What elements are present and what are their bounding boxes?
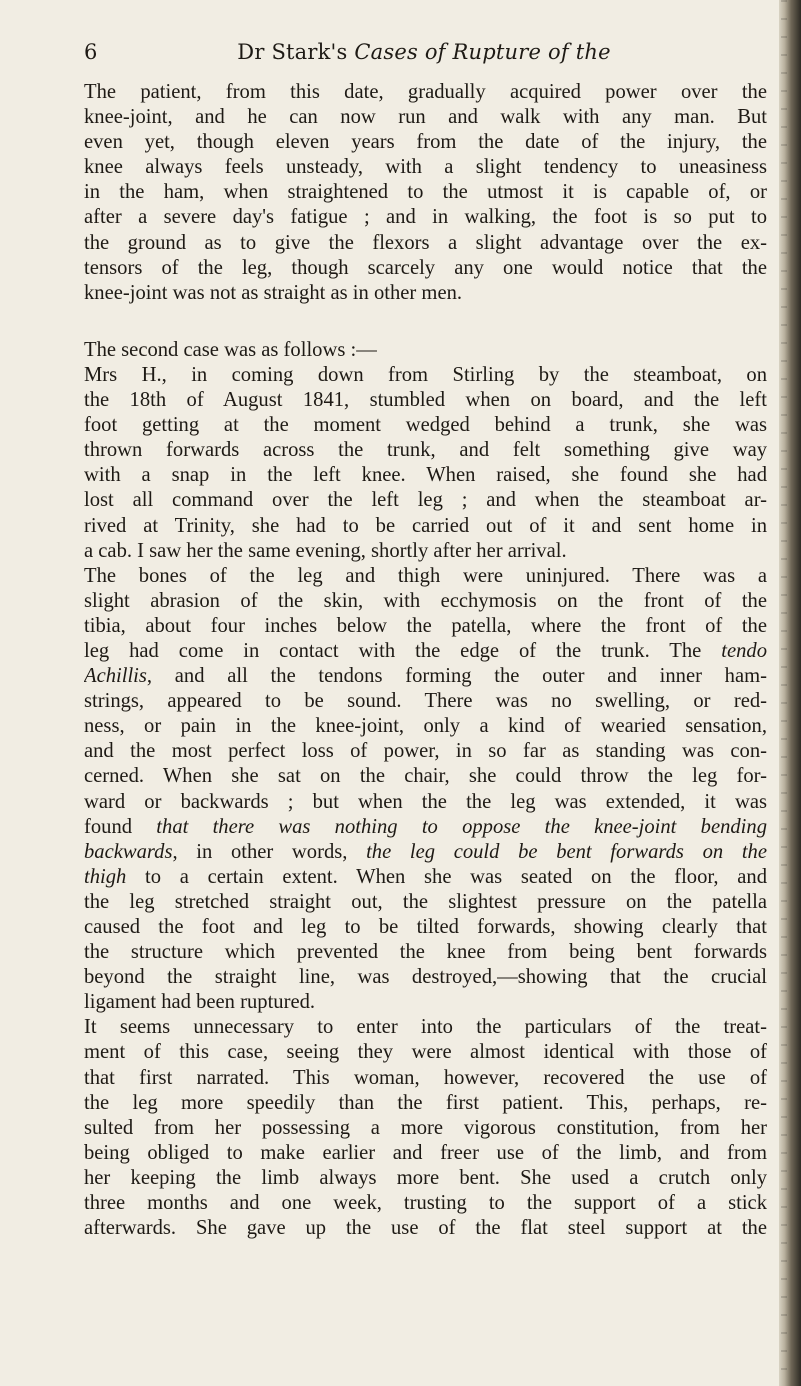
text-line: The bones of the leg and thigh were uninjured. There was a bbox=[84, 564, 767, 587]
text-line: knee-joint was not as straight as in other men. bbox=[84, 281, 463, 304]
text-line: the leg more speedily than the first patient. This, perhaps, re- bbox=[84, 1091, 767, 1114]
italic-run: the leg could be bent forwards on the bbox=[366, 840, 767, 863]
text-run: found bbox=[84, 815, 157, 838]
text-run: , and all the tendons forming the outer and inner ham- bbox=[146, 665, 767, 688]
text-line: knee always feels unsteady, with a slight tendency to uneasiness bbox=[84, 156, 767, 179]
italic-run: backwards bbox=[84, 840, 173, 863]
text-line: strings, appeared to be sound. There was no swelling, or red- bbox=[84, 690, 767, 713]
text-line: that first narrated. This woman, however, recovered the use of bbox=[84, 1066, 767, 1089]
paragraph bbox=[84, 564, 767, 1016]
body-text bbox=[84, 80, 767, 1241]
book-binding-edge bbox=[779, 0, 801, 1386]
text-line: Mrs H., in coming down from Stirling by the steamboat, on bbox=[84, 363, 767, 386]
paragraph bbox=[84, 338, 767, 564]
text-line: the 18th of August 1841, stumbled when on board, and the left bbox=[84, 389, 767, 412]
text-line bbox=[84, 815, 767, 840]
page-header bbox=[84, 38, 764, 74]
italic-run: Achillis bbox=[84, 665, 147, 688]
running-head-title: Cases of Rupture of the bbox=[354, 40, 611, 64]
text-line: being obliged to make earlier and freer use of the limb, and from bbox=[84, 1141, 767, 1164]
text-line: a cab. I saw her the same evening, shortly after her arrival. bbox=[84, 539, 567, 562]
text-line: ward or backwards ; but when the the leg was extended, it was bbox=[84, 790, 767, 813]
text-line: cerned. When she sat on the chair, she could throw the leg for- bbox=[84, 765, 767, 788]
text-line: the structure which prevented the knee from being bent forwards bbox=[84, 941, 767, 964]
text-line: It seems unnecessary to enter into the particulars of the treat- bbox=[84, 1016, 767, 1039]
text-line: tensors of the leg, though scarcely any one would notice that the bbox=[84, 256, 767, 279]
text-line: ness, or pain in the knee-joint, only a kind of wearied sensation, bbox=[84, 715, 767, 738]
text-line: even yet, though eleven years from the date of the injury, the bbox=[84, 131, 767, 154]
text-run: leg had come in contact with the edge of the trunk. The bbox=[84, 639, 722, 662]
text-line bbox=[84, 840, 767, 865]
text-line: The second case was as follows :— bbox=[84, 338, 377, 361]
page-number: 6 bbox=[84, 40, 98, 64]
italic-run: thigh bbox=[84, 865, 127, 888]
text-line: tibia, about four inches below the patella, where the front of the bbox=[84, 614, 767, 637]
text-line: The patient, from this date, gradually acquired power over the bbox=[84, 81, 767, 103]
text-line: caused the foot and leg to be tilted forwards, showing clearly that bbox=[84, 916, 767, 938]
text-line: ment of this case, seeing they were almost identical with those of bbox=[84, 1041, 767, 1064]
text-line: after a severe day's fatigue ; and in walking, the foot is so put to bbox=[84, 206, 767, 229]
text-line: foot getting at the moment wedged behind a trunk, she was bbox=[84, 414, 767, 437]
text-line: rived at Trinity, she had to be carried out of it and sent home in bbox=[84, 514, 767, 537]
italic-run: tendo bbox=[721, 639, 767, 662]
text-line: beyond the straight line, was destroyed,—showing that the crucial bbox=[84, 966, 767, 989]
text-line: in the ham, when straightened to the utmost it is capable of, or bbox=[84, 181, 767, 204]
text-line: ligament had been ruptured. bbox=[84, 991, 316, 1014]
text-line: with a snap in the left knee. When raised, she found she had bbox=[84, 464, 767, 487]
text-line: thrown forwards across the trunk, and felt something give way bbox=[84, 439, 767, 462]
text-run: , in other words, bbox=[172, 840, 367, 863]
text-line: three months and one week, trusting to the support of a stick bbox=[84, 1192, 767, 1215]
text-line: the ground as to give the flexors a slight advantage over the ex- bbox=[84, 231, 767, 254]
text-line bbox=[84, 664, 767, 689]
text-line bbox=[84, 639, 767, 664]
text-line: slight abrasion of the skin, with ecchymosis on the front of the bbox=[84, 589, 767, 612]
text-line: knee-joint, and he can now run and walk with any man. But bbox=[84, 106, 767, 129]
running-head bbox=[84, 40, 764, 64]
running-head-author: Dr Stark's bbox=[237, 40, 355, 64]
text-run: to a certain extent. When she was seated on the floor, and bbox=[126, 865, 767, 888]
paragraph bbox=[84, 80, 767, 306]
text-line: lost all command over the left leg ; and when the steamboat ar- bbox=[84, 489, 767, 512]
text-line bbox=[84, 865, 767, 890]
text-line: afterwards. She gave up the use of the flat steel support at the bbox=[84, 1217, 767, 1240]
text-line: her keeping the limb always more bent. She used a crutch only bbox=[84, 1166, 767, 1189]
paragraph bbox=[84, 1015, 767, 1241]
italic-run: that there was nothing to oppose the knee-joint bending bbox=[156, 815, 767, 838]
text-line: and the most perfect loss of power, in so far as standing was con- bbox=[84, 740, 767, 763]
text-line: the leg stretched straight out, the slightest pressure on the patella bbox=[84, 890, 767, 913]
text-line: sulted from her possessing a more vigorous constitution, from her bbox=[84, 1116, 767, 1139]
